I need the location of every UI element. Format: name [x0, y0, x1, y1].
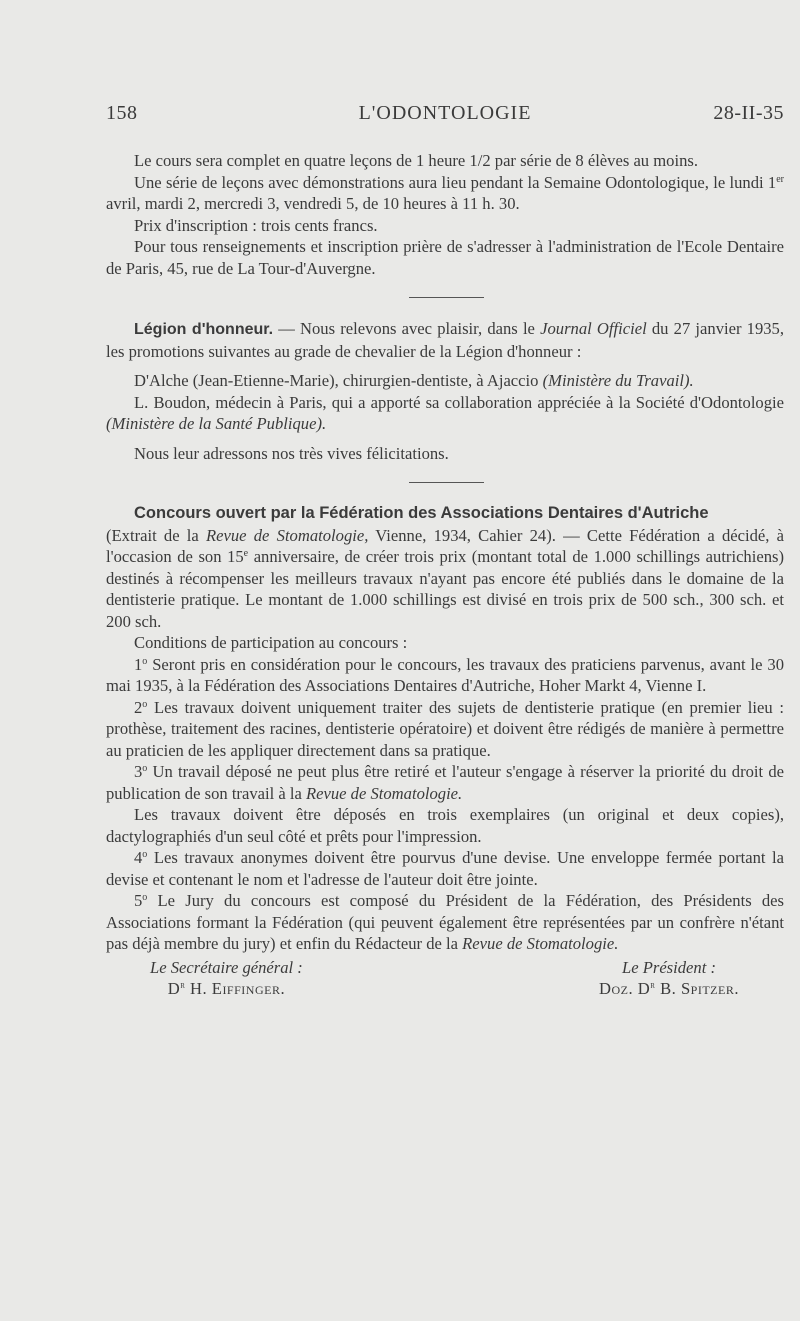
legion-paragraph: L. Boudon, médecin à Paris, qui a apporté sa collaboration appréciée à la Société d'Odontologie (Ministère de la Santé Publique). [106, 392, 784, 433]
legion-intro: Légion d'honneur. — Nous relevons avec plaisir, dans le Journal Officiel du 27 janvier 1935, les promotions suivantes au grade de chevalier de la Légion d'honneur : [106, 319, 785, 361]
course-paragraph: Le cours sera complet en quatre leçons de 1 heure 1/2 par série de 8 élèves au moins. [134, 151, 698, 170]
signature-left: Le Secrétaire général : $D^r$ H. Eiffinger. [150, 957, 303, 998]
legion-paragraph: D'Alche (Jean-Etienne-Marie), chirurgien-dentiste, à Ajaccio (Ministère du Travail). [134, 371, 694, 390]
course-paragraph: Prix d'inscription : trois cents francs. [134, 215, 378, 235]
concours-paragraph: 4$^o$ Les travaux anonymes doivent être pourvus d'une devise. Une enveloppe fermée portant la devise et contenant le nom et l'adresse de l'auteur doit être jointe. [106, 848, 784, 889]
signature-right: Le Président : Doz. $D^r$ B. Spitzer. [599, 957, 739, 998]
concours-intro: (Extrait de la Revue de Stomatologie, Vienne, 1934, Cahier 24). — Cette Fédération a décidé, à l'occasion de son 15e anniversaire, de créer trois prix (montant total de 1.000 schillings autrichiens) destinés à récompenser les meilleurs travaux n'ayant pas encore été publiés dans le domaine de la dentisterie pratique. Le montant de 1.000 schillings est divisé en trois prix de 500 sch., 300 sch. et 200 sch. [106, 525, 784, 631]
concours-paragraph: 5$^o$ Le Jury du concours est composé du Président de la Fédération, des Présidents des Associations formant la Fédération (qui peuvent également être représentées par un confrère n'étant pas déjà membre du jury) et enfin du Rédacteur de la Revue de Stomatologie. [106, 891, 784, 953]
running-header [106, 102, 784, 134]
concours-paragraph: Conditions de participation au concours : [134, 633, 408, 652]
course-paragraph: Pour tous renseignements et inscription prière de s'adresser à l'administration de l'Ecole Dentaire de Paris, 45, rue de La Tour-d'Auvergne. [106, 237, 784, 278]
legion-heading: Légion d'honneur. [134, 321, 274, 338]
page-number: 158 [106, 102, 138, 124]
legion-paragraph: Nous leur adressons nos très vives félicitations. [134, 443, 449, 463]
article-body [106, 150, 784, 1000]
signature-block [106, 957, 784, 1000]
concours-paragraph: 3$^o$ Un travail déposé ne peut plus être retiré et l'auteur s'engage à réserver la priorité du droit de publication de son travail à la Revue de Stomatologie. [106, 762, 784, 803]
section-divider [409, 482, 484, 483]
concours-paragraph: Les travaux doivent être déposés en trois exemplaires (un original et deux copies), dactylographiés d'un seul côté et prêts pour l'impression. [106, 805, 784, 846]
concours-paragraph: 1$^o$ Seront pris en considération pour le concours, les travaux des praticiens parvenus, avant le 30 mai 1935, à la Fédération des Associations Dentaires d'Autriche, Hoher Markt 4, Vienne I. [106, 654, 784, 695]
journal-title: L'ODONTOLOGIE [358, 102, 532, 124]
course-paragraph: Une série de leçons avec démonstrations aura lieu pendant la Semaine Odontologique, le lundi 1er avril, mardi 2, mercredi 3, vendredi 5, de 10 heures à 11 h. 30. [106, 172, 784, 213]
concours-heading: Concours ouvert par la Fédération des Associations Dentaires d'Autriche [134, 504, 709, 522]
concours-paragraph: 2$^o$ Les travaux doivent uniquement traiter des sujets de dentisterie pratique (en premier lieu : prothèse, traitement des racines, dentisterie opératoire) et doivent être rédigés de manière à permettre au praticien de les appliquer directement dans sa pratique. [106, 697, 784, 760]
issue-date: 28-II-35 [713, 102, 784, 124]
section-divider [409, 297, 484, 298]
